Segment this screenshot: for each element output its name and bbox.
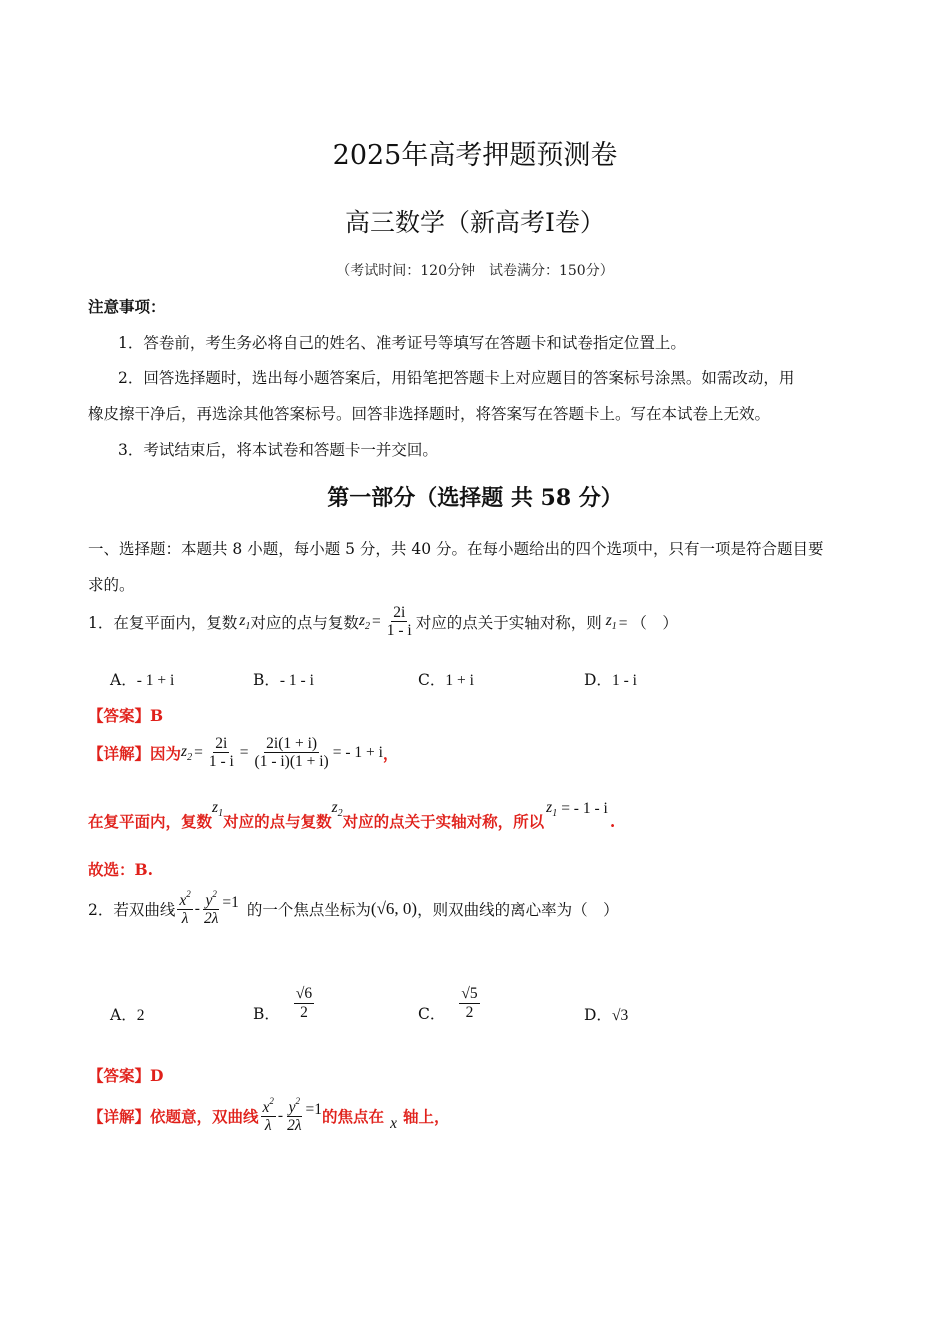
q1-conclusion: 故选：B. (88, 860, 153, 879)
q1-z2: $z_2$ (358, 611, 370, 632)
q1-z1: $z_1$ (239, 611, 251, 632)
q1-fraction: $\frac{2i}{1 - i}$ (386, 604, 412, 640)
q1-option-b[interactable]: B．- 1 - i (253, 671, 314, 689)
q2-detail: 【详解】依题意，双曲线 $\frac{x^2}{\lambda}$ - $\frac{y^2}{2\lambda}$ =1 的焦点在 x 轴上， (88, 1096, 450, 1135)
q1-text-mid1: 对应的点与复数 (250, 613, 359, 632)
q1-option-d[interactable]: D．1 - i (584, 671, 637, 689)
question-1: 1．在复平面内，复数 $z_1$ 对应的点与复数 $z_2$ = $\frac{2i}{1 - i}$ 对应的点关于实轴对称，则 $z_1$ = （ ） (88, 604, 678, 640)
question-2: 2．若双曲线 $\frac{x^2}{\lambda}$ - $\frac{y^2}{2\lambda}$ =1 的一个焦点坐标为 (√6, 0) ，则双曲线的离心率为（ ） (88, 889, 619, 928)
part1-instruction-line-2: 求的。 (88, 576, 135, 594)
exam-info: （考试时间：120分钟 试卷满分：150分） (336, 263, 614, 279)
q1-option-a[interactable]: A．- 1 + i (110, 671, 175, 689)
q1-detail-fraction-1: $\frac{2i}{1 - i}$ (208, 735, 234, 771)
q1-detail: 【详解】因为 $z_2$ = $\frac{2i}{1 - i}$ = $\frac{2i(1 + i)}{(1 - i)(1 + i)}$ = - 1 + i ， (88, 735, 399, 771)
q1-option-c[interactable]: C．1 + i (418, 671, 474, 689)
q2-frac-x: $\frac{x^2}{\lambda}$ (179, 889, 191, 928)
q1-detail-fraction-2: $\frac{2i(1 + i)}{(1 - i)(1 + i)}$ (254, 735, 329, 771)
q1-text-mid2: 对应的点关于实轴对称，则 (415, 613, 602, 632)
q1-answer: 【答案】B (88, 706, 164, 725)
page-title: 2025年高考押题预测卷 (332, 140, 618, 171)
q1-detail-line-2: 在复平面内，复数 $z_1$ 对应的点与复数 $z_2$ 对应的点关于实轴对称，所以 $z_1$ = - 1 - i . (88, 799, 616, 831)
q2-option-a[interactable]: A．2 (110, 1006, 145, 1024)
page-subtitle: 高三数学（新高考Ⅰ卷） (345, 208, 605, 237)
part1-heading: 第一部分（选择题 共 58 分） (327, 485, 623, 511)
q1-text-pre: 1．在复平面内，复数 (88, 613, 238, 632)
notice-item-3: 3．考试结束后，将本试卷和答题卡一并交回。 (118, 441, 438, 459)
q1-text-end: = （ ） (618, 614, 678, 632)
notice-item-2-line-2: 橡皮擦干净后，再选涂其他答案标号。回答非选择题时，将答案写在答题卡上。写在本试卷上无效。 (88, 405, 771, 423)
q2-option-c[interactable]: C． $\frac{√5}{2}$ (418, 985, 478, 1023)
q2-option-b[interactable]: B． $\frac{√6}{2}$ (253, 985, 313, 1023)
q2-frac-y: $\frac{y^2}{2\lambda}$ (203, 889, 219, 928)
notice-heading: 注意事项： (88, 297, 166, 316)
notice-item-2-line-1: 2．回答选择题时，选出每小题答案后，用铅笔把答题卡上对应题目的答案标号涂黑。如需改动，用 (118, 369, 795, 387)
part1-instruction-line-1: 一、选择题：本题共 8 小题，每小题 5 分，共 40 分。在每小题给出的四个选项中，只有一项是符合题目要 (88, 540, 824, 558)
q2-option-d[interactable]: D．√3 (584, 1006, 629, 1024)
notice-item-1: 1．答卷前，考生务必将自己的姓名、准考证号等填写在答题卡和试卷指定位置上。 (118, 334, 686, 352)
q2-answer: 【答案】D (88, 1066, 164, 1085)
